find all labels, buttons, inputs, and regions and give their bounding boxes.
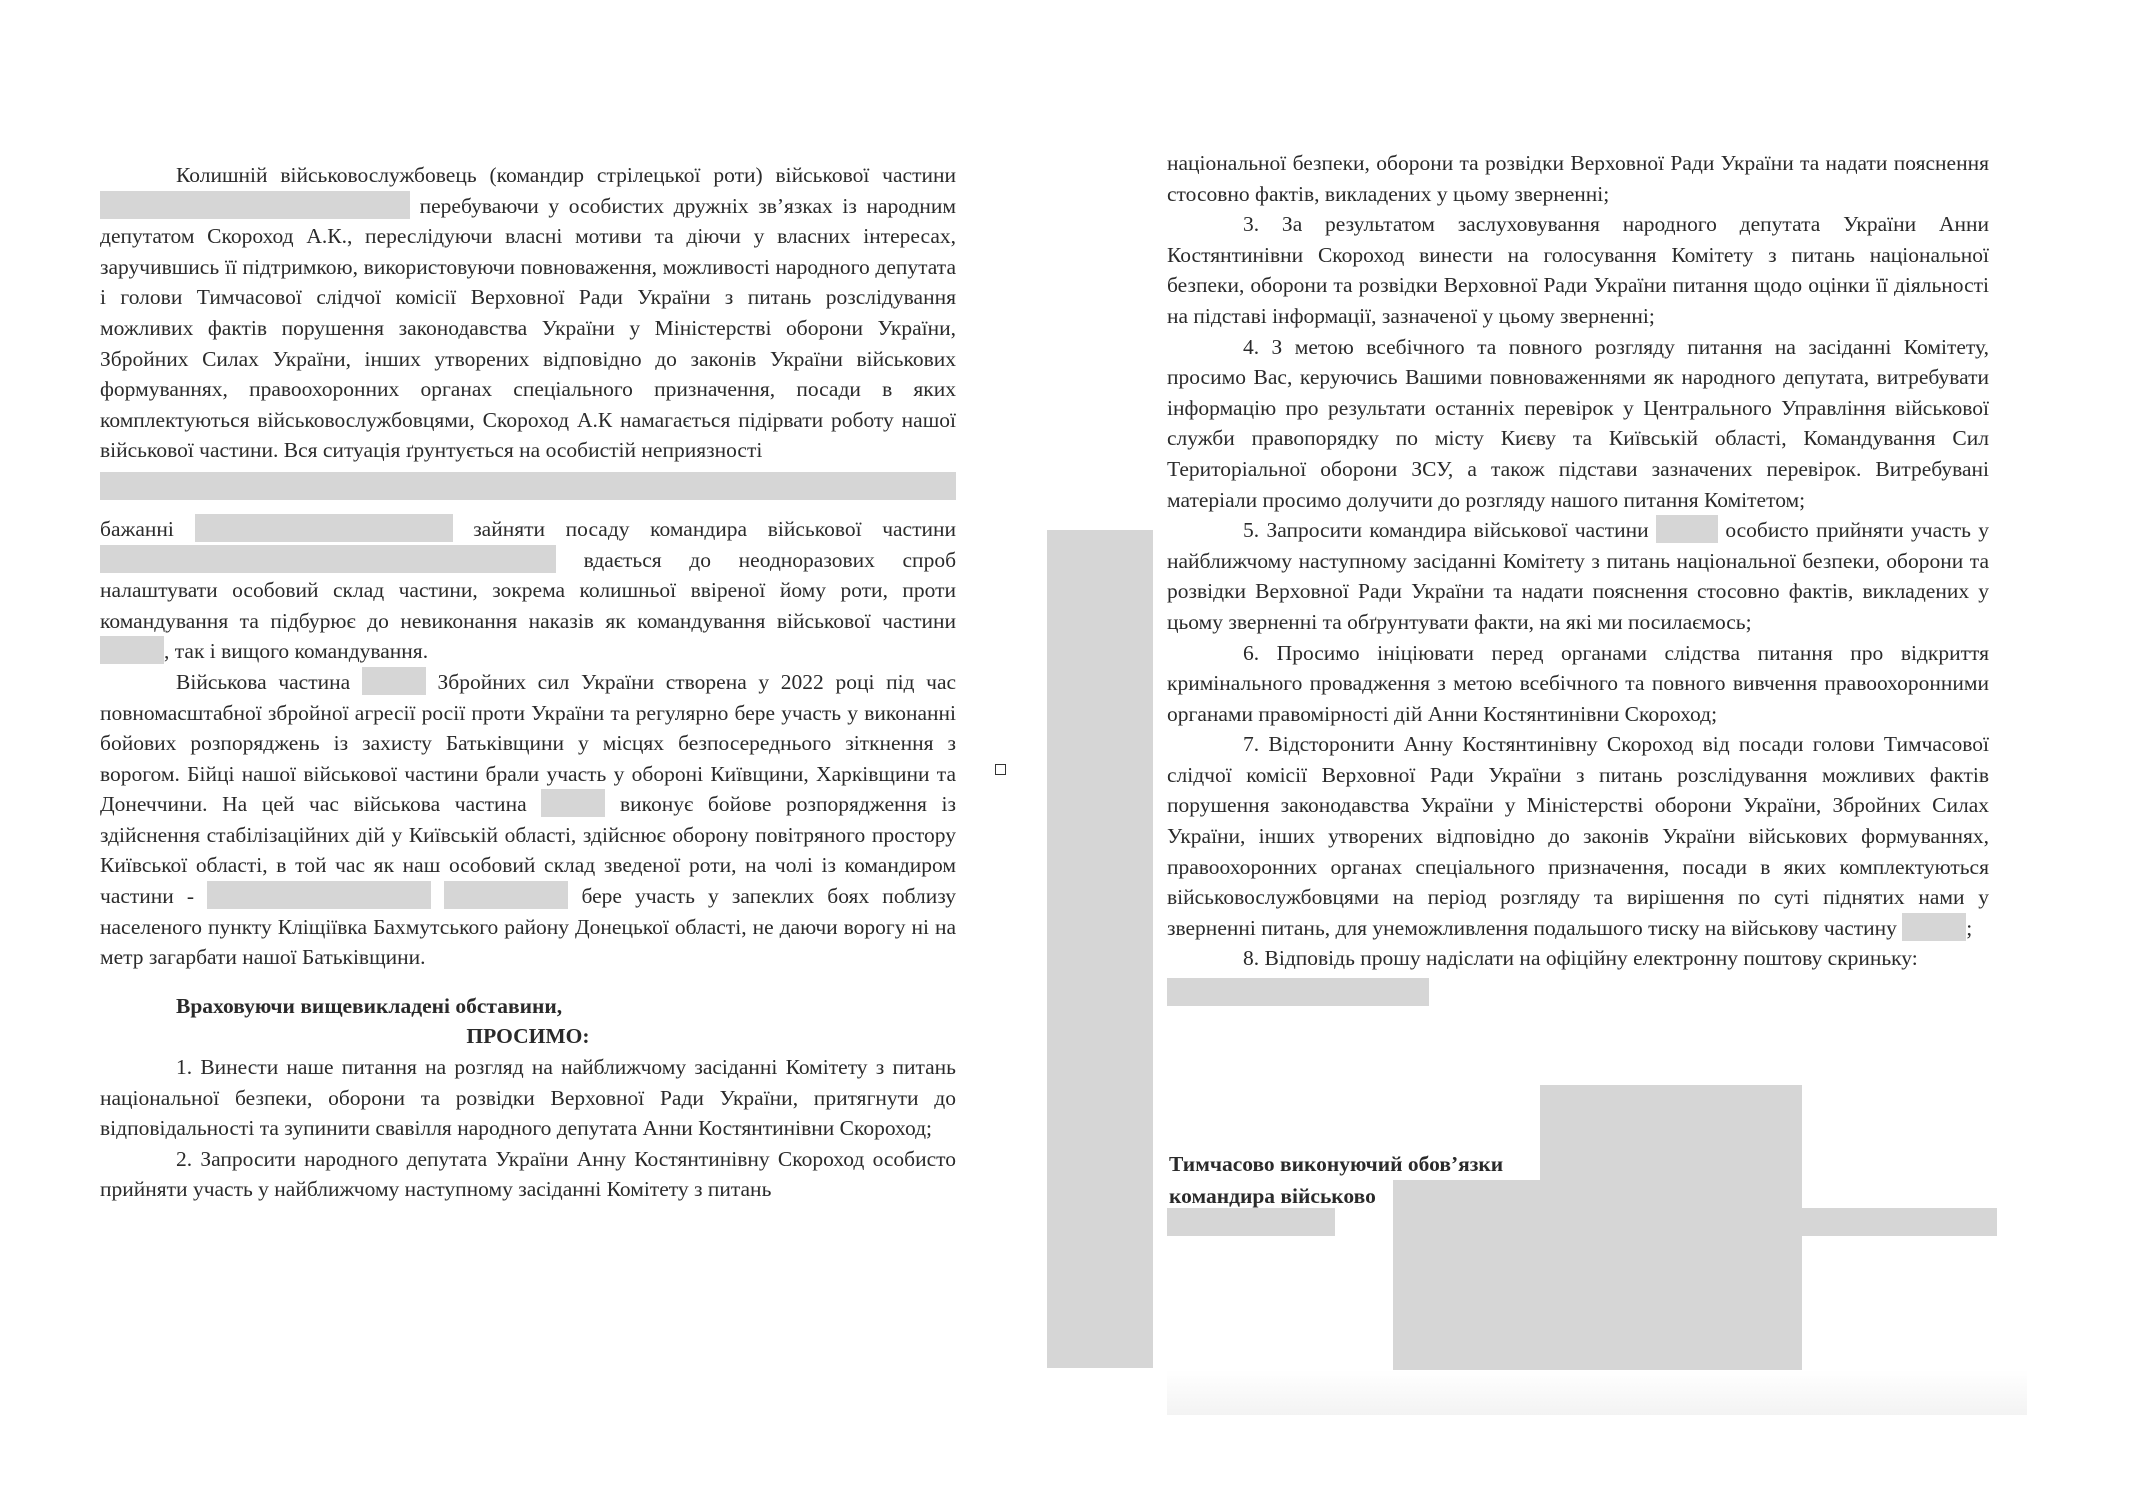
redaction [100, 191, 410, 219]
redaction [444, 881, 568, 909]
right-page [1167, 148, 1989, 1006]
request-item-1: 1. Винести наше питання на розгляд на найближчому засіданні Комітету з питань національної безпеки, оборони та розвідки Верховної Ради України, притягнути до відповідальності та зупинити свавілля народного депутата Анни Костянтинівни Скороход; [100, 1055, 956, 1141]
paragraph-2: бажанні зайняти посаду командира військової частини вдається до неодноразових спроб налаштувати особовий склад частини, зокрема колишньої ввіреної йому роти, проти командування та підбурює до невиконання наказів як командування військової частини , так і вищого командування. [100, 514, 956, 667]
paragraph-3: Військова частина Збройних сил України створена у 2022 році під час повномасштабної збройної агресії росії проти України та регулярно бере участь у виконанні бойових розпоряджень із захисту Батьківщини у місцях безпосереднього зіткнення з ворогом. Бійці нашої військової частини брали участь у обороні Київщини, Харківщини та Донеччини. На цей час військова частина виконує бойове розпорядження із здійснення стабілізаційних дій у Київській області, здійснює оборону повітряного простору Київської області, в той час як наш особовий склад зведеної роти, на чолі із командиром частини - бере участь у запеклих боях поблизу населеного пункту Кліщіївка Бахмутського району Донецької області, не даючи ворогу ні на метр загарбати нашої Батьківщини. [100, 667, 956, 973]
request-item-2: 2. Запросити народного депутата України Анну Костянтинівну Скороход особисто прийняти участь у найближчому наступному засіданні Комітету з питань [100, 1146, 956, 1202]
page-marker [995, 764, 1006, 775]
heading-considering: Враховуючи вищевикладені обставини, [176, 993, 563, 1018]
request-item-6: 6. Просимо ініціювати перед органами слідства питання про відкриття кримінального провадження з метою всебічного та повного вивчення правоохоронними органами правомірності дій Анни Костянтинівни Скороход; [1167, 640, 1989, 726]
continuation-item-2: національної безпеки, оборони та розвідки Верховної Ради України та надати пояснення стосовно фактів, викладених у цьому зверненні; [1167, 151, 1989, 206]
request-item-7: 7. Відсторонити Анну Костянтинівну Скороход від посади голови Тимчасової слідчої комісії Верховної Ради України з питань розслідування можливих фактів порушення законодавства України у Міністерстві оборони України, Збройних Силах України, інших утворених відповідно до законів України військових формуваннях, правоохоронних органах спеціального призначення, посади в яких комплектуються військовослужбовцями на період розгляду та вирішення по суті піднятих нами у зверненні питань, для унеможливлення подальшого тиску на військову частину ; [1167, 732, 1989, 940]
redaction [541, 789, 605, 817]
redaction-email [1167, 978, 1429, 1006]
signature-title: Тимчасово виконуючий обов’язки командира військово [1169, 1152, 1504, 1208]
redaction [100, 636, 164, 664]
redaction-margin [1047, 530, 1153, 1368]
redaction-unit [1167, 1208, 1335, 1236]
request-item-4: 4. З метою всебічного та повного розгляду питання на засіданні Комітету, просимо Вас, керуючись Вашими повноваженнями як народного депутата, витребувати інформацію про результати останніх перевірок у Центрального Управління військової служби правопорядку по місту Києву та Київській області, Командування Сил Територіальної оборони ЗСУ, а також підстави зазначених перевірок. Витребувані матеріали просимо долучити до розгляду нашого питання Комітетом; [1167, 334, 1989, 512]
paragraph-1: Колишній військовослужбовець (командир стрілецької роти) військової частини перебуваючи у особистих дружніх зв’язках із народним депутатом Скороход А.К., переслідуючи власні мотиви та діючи у власних інтересах, заручившись її підтримкою, використовуючи повноваження, можливості народного депутата і голови Тимчасової слідчої комісії Верховної Ради України з питань розслідування можливих фактів порушення законодавства України у Міністерстві оборони України, Збройних Силах України, інших утворених відповідно до законів України військових формуваннях, правоохоронних органах спеціального призначення, посади в яких комплектуються військовослужбовцями, Скороход А.К намагається підірвати роботу нашої військової частини. Вся ситуація ґрунтується на особистій неприязності [100, 163, 956, 463]
redaction [195, 514, 453, 542]
request-item-8: 8. Відповідь прошу надіслати на офіційну електронну поштову скриньку: [1243, 946, 1918, 971]
request-item-3: 3. За результатом заслуховування народного депутата України Анни Костянтинівни Скороход винести на голосування Комітету з питань національної безпеки, оборони та розвідки Верховної Ради України питання щодо оцінки її діяльності на підставі інформації, зазначеної у цьому зверненні; [1167, 212, 1989, 328]
redaction [100, 472, 956, 500]
redaction [1656, 515, 1718, 543]
redaction [207, 881, 431, 909]
redaction [100, 545, 556, 573]
left-page [100, 160, 956, 1205]
page-bottom-shade [1167, 1370, 2027, 1415]
heading-request: ПРОСИМО: [466, 1024, 590, 1049]
request-item-5: 5. Запросити командира військової частини особисто прийняти участь у найближчому наступному засіданні Комітету з питань національної безпеки, оборони та розвідки Верховної Ради України та надати пояснення стосовно фактів, викладених у цьому зверненні та обґрунтувати факти, на які ми посилаємось; [1167, 515, 1989, 637]
redaction [1902, 913, 1966, 941]
redaction [362, 667, 426, 695]
redaction-name [1802, 1208, 1997, 1236]
